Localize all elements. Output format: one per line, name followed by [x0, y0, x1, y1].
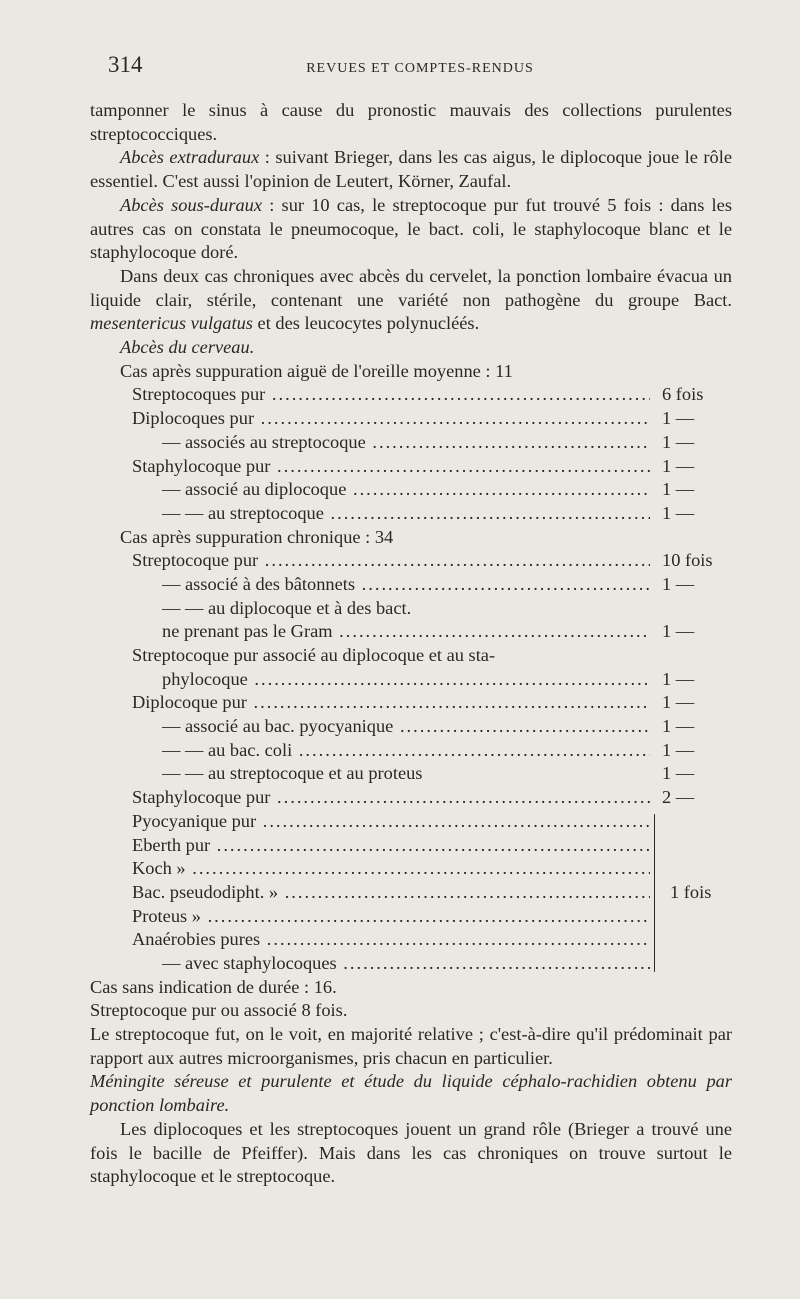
row-count: 1 —: [662, 668, 695, 689]
chronic-text-before: Dans deux cas chroniques avec abcès du cervelet, la ponction lombaire évacua un liquide clair, stérile, contenant une variété non pathogène du groupe Bact.: [90, 265, 732, 310]
table-row: [120, 620, 732, 644]
row-count: 1 —: [662, 455, 695, 476]
intro-paragraph: tamponner le sinus à cause du pronostic mauvais des collections purulentes streptococciques.: [90, 100, 732, 144]
table-row: [120, 715, 732, 739]
page-body: [90, 99, 732, 1189]
row-label: — — au streptocoque .....: [120, 502, 650, 526]
row-label: Streptocoque pur .....: [120, 549, 650, 573]
brain-abscess-heading: [90, 336, 732, 360]
row-count: 1 —: [662, 502, 695, 523]
chronic-table: [120, 549, 732, 975]
extradural-paragraph: [90, 146, 732, 193]
row-count: 2 —: [662, 787, 695, 808]
table-row: [120, 762, 732, 786]
table-row: [120, 905, 650, 929]
row-label: — associé à des bâtonnets .....: [120, 573, 650, 597]
table-row: [120, 810, 650, 834]
row-count: 10 fois: [662, 550, 713, 571]
brain-abscess-heading-text: Abcès du cerveau.: [120, 337, 255, 358]
row-label: — associé au bac. pyocyanique .....: [120, 715, 650, 739]
meningitis-heading-text: Méningite séreuse et purulente et étude du liquide céphalo-rachidien obtenu par ponction lombaire.: [90, 1071, 732, 1116]
row-count: 1 —: [662, 408, 695, 429]
table-row: [120, 478, 732, 502]
row-count: 6 fois: [662, 384, 704, 405]
table-row: [120, 928, 650, 952]
brace-line: [650, 810, 662, 976]
table-row: [120, 455, 732, 479]
table-row: [120, 431, 732, 455]
table-row: [120, 573, 732, 597]
unknown-duration-line: Cas sans indication de durée : 16.: [90, 976, 337, 997]
braced-group: [120, 810, 732, 976]
chronic-text-after: et des leucocytes polynucléés.: [252, 313, 480, 334]
row-count: 1 —: [662, 716, 695, 737]
row-label: — — au diplocoque et à des bact.: [162, 597, 412, 618]
row-count: 1 —: [662, 621, 695, 642]
table-row: [120, 786, 732, 810]
conclusion-paragraph: Le streptocoque fut, on le voit, en majorité relative ; c'est-à-dire qu'il prédominait par rapport aux autres microorganismes, pris chacun en particulier.: [90, 1024, 732, 1068]
row-count: 1 —: [662, 573, 695, 594]
unknown-result-line: Streptocoque pur ou associé 8 fois.: [90, 1000, 348, 1021]
row-label: Bac. pseudodipht. » .....: [120, 881, 650, 905]
row-label: Proteus » .....: [120, 905, 650, 929]
extradural-heading: Abcès extraduraux: [120, 147, 260, 168]
row-label: Koch » .....: [120, 857, 650, 881]
row-count: 1 —: [662, 739, 695, 760]
row-label: Eberth pur .....: [120, 834, 650, 858]
braced-count: 1 fois: [670, 881, 712, 902]
final-paragraph: Les diplocoques et les streptocoques jouent un grand rôle (Brieger a trouvé une fois le bacille de Pfeiffer). Mais dans les cas chroniques on trouve surtout le staphylocoque et le streptocoque.: [90, 1118, 732, 1187]
chronic-text-italic: mesentericus vulgatus: [90, 313, 253, 334]
chronic-cases-paragraph: [90, 265, 732, 336]
row-label: Staphylocoque pur .....: [120, 455, 650, 479]
subdural-heading: Abcès sous-duraux: [120, 194, 263, 215]
table-row: [120, 881, 650, 905]
row-label: — associés au streptocoque .....: [120, 431, 650, 455]
row-label: — — au bac. coli .....: [120, 739, 650, 763]
acute-table: [120, 383, 732, 525]
row-label: Streptocoques pur .....: [120, 383, 650, 407]
extradural-text: : suivant Brieger, dans les cas aigus, le diplocoque joue le rôle essentiel. C'est aussi l'opinion de Leutert, Körner, Zaufal.: [90, 147, 732, 192]
table-row: [120, 668, 732, 692]
row-label: Pyocyanique pur .....: [120, 810, 650, 834]
chronic-table-title: Cas après suppuration chronique : 34: [120, 526, 394, 547]
table-row: [120, 549, 732, 573]
meningitis-heading: [90, 1070, 732, 1117]
table-row: [120, 834, 650, 858]
subdural-paragraph: [90, 194, 732, 265]
table-row: [120, 407, 732, 431]
table-row: [120, 597, 732, 621]
row-label: — avec staphylocoques .....: [120, 952, 650, 976]
row-label: phylocoque .....: [120, 668, 650, 692]
table-row: [120, 857, 650, 881]
acute-table-title: Cas après suppuration aiguë de l'oreille moyenne : 11: [120, 360, 513, 381]
row-label: Streptocoque pur associé au diplocoque et au sta-: [132, 645, 496, 666]
table-row: [120, 383, 732, 407]
row-label: Staphylocoque pur .....: [120, 786, 650, 810]
table-row: [120, 952, 650, 976]
row-label: — associé au diplocoque .....: [120, 478, 650, 502]
row-count: 1 —: [662, 479, 695, 500]
table-row: [120, 502, 732, 526]
table-row: [120, 739, 732, 763]
page-header: [108, 52, 732, 86]
braced-rows: [120, 810, 650, 976]
table-row: [120, 644, 732, 668]
row-count: 1 —: [662, 431, 695, 452]
row-label: Diplocoques pur .....: [120, 407, 650, 431]
row-label: Diplocoque pur .....: [120, 691, 650, 715]
page-number: 314: [108, 52, 143, 77]
row-count: 1 —: [662, 763, 695, 784]
row-label: ne prenant pas le Gram .....: [120, 620, 650, 644]
table-row: [120, 691, 732, 715]
row-label: Anaérobies pures .....: [120, 928, 650, 952]
running-title: REVUES ET COMPTES-RENDUS: [306, 61, 534, 76]
row-count: 1 —: [662, 692, 695, 713]
row-label: — — au streptocoque et au proteus: [162, 763, 423, 784]
subdural-text: : sur 10 cas, le streptocoque pur fut trouvé 5 fois : dans les autres cas on constata le pneumocoque, le bact. coli, le staphylocoque blanc et le staphylocoque doré.: [90, 194, 732, 263]
